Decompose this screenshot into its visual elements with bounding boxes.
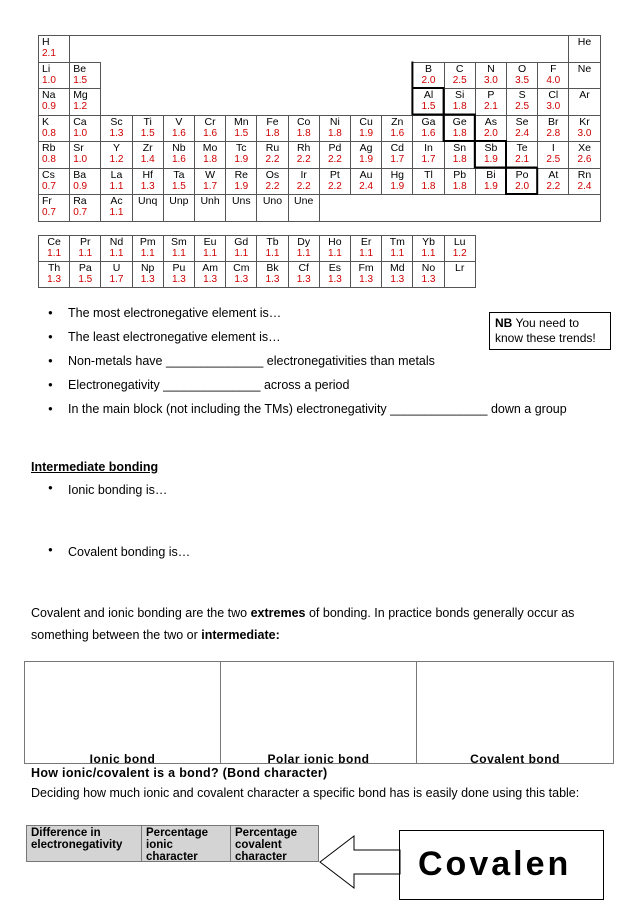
electronegativity-value: 2.1: [483, 101, 498, 112]
element-symbol: Ir: [300, 168, 307, 181]
element-symbol: F: [550, 62, 557, 75]
element-symbol: As: [484, 115, 498, 128]
electronegativity-value: 1.6: [203, 127, 218, 139]
electronegativity-value: 1.1: [78, 248, 93, 259]
element-symbol: Cs: [42, 168, 55, 181]
electronegativity-value: 3.5: [515, 74, 530, 86]
element-symbol: Ba: [73, 168, 87, 181]
element-symbol: Cf: [298, 262, 309, 274]
difference-table: [26, 825, 319, 862]
electronegativity-value: 2.5: [515, 101, 530, 112]
electronegativity-value: 1.5: [234, 127, 249, 139]
element-cell-nd: [100, 235, 132, 262]
element-cell-pa: [69, 261, 101, 288]
electronegativity-value: 1.2: [452, 248, 467, 259]
electronegativity-value: 1.3: [296, 274, 311, 285]
electronegativity-value: 1.6: [421, 127, 436, 139]
element-symbol: La: [110, 168, 123, 181]
electronegativity-value: 1.6: [171, 154, 186, 165]
element-cell-eu: [194, 235, 226, 262]
electronegativity-value: 1.3: [140, 180, 155, 192]
electronegativity-value: 1.0: [42, 74, 56, 86]
periodic-table: [38, 35, 600, 223]
electronegativity-value: 1.9: [234, 154, 249, 165]
element-symbol: Xe: [578, 142, 591, 154]
element-symbol: Ne: [577, 62, 592, 75]
electronegativity-value: 1.8: [327, 127, 342, 139]
electronegativity-value: 2.1: [515, 154, 530, 165]
element-symbol: Ho: [328, 236, 342, 248]
electronegativity-value: 1.3: [234, 274, 249, 285]
electronegativity-value: 1.3: [171, 274, 186, 285]
electronegativity-value: 1.1: [234, 248, 249, 259]
bond-label: Covalent bond: [470, 752, 560, 766]
element-symbol: B: [424, 62, 432, 75]
electronegativity-value: 3.0: [483, 74, 498, 86]
element-symbol: Po: [515, 168, 529, 181]
element-symbol: Zr: [142, 142, 153, 154]
element-cell-tm: [381, 235, 413, 262]
element-cell-pm: [132, 235, 164, 262]
electronegativity-value: 1.1: [109, 207, 124, 218]
electronegativity-value: 1.1: [421, 248, 436, 259]
element-symbol: Fr: [42, 195, 52, 207]
bond-character-text: Deciding how much ionic and covalent character a specific bond has is easily done using this table:: [31, 786, 580, 800]
element-cell-ho: [319, 235, 351, 262]
nb-note-box: [489, 312, 611, 350]
element-symbol: Lu: [453, 236, 466, 248]
element-symbol: Br: [548, 115, 559, 128]
element-symbol: He: [577, 36, 592, 48]
element-cell-pr: [69, 235, 101, 262]
element-symbol: H: [42, 36, 50, 48]
element-symbol: V: [175, 115, 183, 128]
element-symbol: Une: [294, 195, 314, 207]
element-symbol: Bk: [266, 262, 279, 274]
element-cell-es: [319, 261, 351, 288]
element-cell-np: [132, 261, 164, 288]
element-symbol: Li: [42, 62, 51, 75]
element-cell-sm: [163, 235, 195, 262]
element-symbol: Te: [516, 142, 528, 154]
electronegativity-value: 1.8: [452, 180, 467, 192]
element-symbol: Tb: [266, 236, 279, 248]
electronegativity-value: 2.2: [265, 154, 280, 165]
element-symbol: Sm: [171, 236, 187, 248]
electronegativity-value: 1.5: [140, 127, 155, 139]
electronegativity-value: 1.3: [109, 127, 124, 139]
electronegativity-value: 2.4: [577, 180, 592, 192]
element-symbol: S: [518, 89, 526, 101]
electronegativity-value: 1.6: [390, 127, 405, 139]
element-cell-gd: [225, 235, 257, 262]
element-symbol: Th: [47, 262, 61, 274]
element-symbol: Yb: [422, 236, 435, 248]
element-cell-fm: [350, 261, 382, 288]
list-item: ● Non-metals have ______________ electronegativities than metals: [48, 353, 567, 377]
electronegativity-value: 1.3: [140, 274, 155, 285]
electronegativity-value: 1.0: [73, 154, 88, 165]
element-symbol: Unh: [200, 195, 220, 207]
nb-label: NB: [495, 316, 513, 330]
element-symbol: Ce: [47, 236, 61, 248]
electronegativity-value: 1.5: [78, 274, 93, 285]
electronegativity-value: 2.0: [515, 180, 530, 192]
para-text: Covalent and ionic bonding are the two: [31, 606, 251, 620]
element-symbol: Hf: [142, 168, 153, 181]
element-symbol: Cd: [390, 142, 404, 154]
element-symbol: Gd: [234, 236, 249, 248]
electronegativity-value: 1.8: [296, 127, 311, 139]
element-symbol: Tl: [424, 168, 433, 181]
bond-character-heading: How ionic/covalent is a bond? (Bond character): [31, 766, 328, 780]
metalloid-staircase-line: [38, 35, 602, 223]
element-symbol: Md: [389, 262, 405, 274]
element-symbol: Mg: [73, 89, 88, 101]
element-symbol: Cm: [233, 262, 250, 274]
element-symbol: Lr: [455, 262, 465, 274]
element-symbol: Y: [112, 142, 120, 154]
element-symbol: Tm: [389, 236, 405, 248]
element-symbol: Sb: [484, 142, 498, 154]
electronegativity-value: 0.9: [73, 180, 88, 192]
element-symbol: Kr: [579, 115, 590, 128]
element-symbol: Unq: [138, 195, 158, 207]
electronegativity-value: 0.8: [42, 154, 56, 165]
intermediate-paragraph: [31, 602, 611, 646]
element-symbol: Ni: [329, 115, 340, 128]
electronegativity-value: 2.0: [421, 74, 436, 86]
element-symbol: Mo: [202, 142, 218, 154]
element-symbol: Ga: [421, 115, 436, 128]
para-text: of bonding. In practice bonds generally occur as something between the two or: [31, 606, 575, 642]
element-symbol: Cr: [204, 115, 216, 128]
electronegativity-value: 2.1: [42, 48, 56, 59]
element-symbol: Ru: [265, 142, 280, 154]
electronegativity-value: 2.5: [452, 74, 467, 86]
electronegativity-value: 1.9: [234, 180, 249, 192]
element-symbol: Ta: [173, 168, 185, 181]
header-difference: Difference in electronegativity: [27, 826, 142, 861]
electronegativity-value: 2.2: [327, 180, 342, 192]
bond-type-table: [24, 661, 614, 764]
electronegativity-value: 2.6: [577, 154, 592, 165]
electronegativity-value: 1.8: [203, 154, 218, 165]
ionic-bonding-prompt: ● Ionic bonding is…: [48, 483, 167, 497]
element-symbol: Pt: [329, 168, 340, 181]
element-symbol: Si: [455, 89, 465, 101]
electronegativity-value: 2.5: [546, 154, 561, 165]
element-symbol: In: [424, 142, 433, 154]
element-symbol: Np: [140, 262, 155, 274]
covalent-bonding-prompt: ● Covalent bonding is…: [48, 545, 190, 559]
element-cell-th: [38, 261, 70, 288]
electronegativity-value: 1.5: [421, 101, 436, 112]
covalent-callout-box: Covalen: [399, 830, 604, 900]
element-cell-u: [100, 261, 132, 288]
electronegativity-value: 1.5: [171, 180, 186, 192]
electronegativity-value: 1.9: [359, 154, 374, 165]
electronegativity-value: 1.1: [109, 180, 124, 192]
electronegativity-value: 1.4: [140, 154, 155, 165]
electronegativity-value: 2.2: [265, 180, 280, 192]
electronegativity-value: 1.8: [452, 154, 467, 165]
element-symbol: Co: [296, 115, 311, 128]
electronegativity-value: 1.1: [171, 248, 186, 259]
element-symbol: I: [551, 142, 555, 154]
element-cell-am: [194, 261, 226, 288]
electronegativity-value: 2.2: [296, 180, 311, 192]
bond-label: Polar ionic bond: [267, 752, 370, 766]
element-cell-cf: [288, 261, 320, 288]
electronegativity-value: 1.6: [171, 127, 186, 139]
electronegativity-value: 1.3: [47, 274, 62, 285]
electronegativity-value: 1.7: [109, 274, 124, 285]
element-symbol: Re: [234, 168, 248, 181]
electronegativity-value: 0.7: [42, 207, 56, 218]
polar-ionic-bond-cell: [221, 662, 417, 766]
bond-label: Ionic bond: [89, 752, 156, 766]
intermediate-bonding-heading: Intermediate bonding: [31, 460, 159, 474]
element-symbol: Hg: [390, 168, 404, 181]
electronegativity-value: 1.0: [73, 127, 88, 139]
left-arrow-icon: [318, 828, 402, 890]
element-symbol: Bi: [486, 168, 496, 181]
element-symbol: Ca: [73, 115, 87, 128]
element-symbol: Na: [42, 89, 56, 101]
electronegativity-value: 3.0: [546, 101, 561, 112]
electronegativity-value: 1.8: [452, 101, 467, 112]
element-cell-yb: [412, 235, 444, 262]
element-symbol: Tc: [236, 142, 247, 154]
electronegativity-value: 3.0: [577, 127, 592, 139]
element-symbol: Be: [73, 62, 87, 75]
element-symbol: Pb: [453, 168, 467, 181]
element-symbol: W: [205, 168, 216, 181]
element-symbol: Unp: [169, 195, 189, 207]
element-symbol: U: [112, 262, 121, 274]
element-symbol: C: [455, 62, 464, 75]
electronegativity-value: 1.2: [109, 154, 124, 165]
electronegativity-value: 0.7: [42, 180, 56, 192]
electronegativity-value: 2.4: [515, 127, 530, 139]
covalent-bond-cell: [417, 662, 613, 766]
list-item: ● In the main block (not including the TMs) electronegativity ______________ down a group: [48, 401, 567, 425]
electronegativity-value: 1.3: [390, 274, 405, 285]
header-covalent-percentage: Percentage covalent character: [235, 827, 298, 863]
electronegativity-value: 1.1: [327, 248, 342, 259]
element-symbol: Pu: [172, 262, 186, 274]
electronegativity-value: 1.3: [359, 274, 374, 285]
para-bold-extremes: extremes: [250, 606, 306, 620]
electronegativity-value: 2.4: [359, 180, 374, 192]
electronegativity-value: 1.1: [390, 248, 405, 259]
electronegativity-value: 1.1: [47, 248, 62, 259]
lanthanide-actinide-table: [38, 235, 600, 287]
electronegativity-value: 1.7: [421, 154, 436, 165]
list-item: ● The least electronegative element is…: [48, 329, 567, 353]
element-symbol: Ra: [73, 195, 87, 207]
element-symbol: Cl: [548, 89, 559, 101]
electronegativity-value: 2.0: [483, 127, 498, 139]
element-symbol: Rb: [42, 142, 56, 154]
electronegativity-value: 1.3: [203, 274, 218, 285]
electronegativity-value: 1.9: [483, 180, 498, 192]
element-symbol: Nd: [109, 236, 124, 248]
electronegativity-value: 1.9: [390, 180, 405, 192]
element-cell-pu: [163, 261, 195, 288]
electronegativity-value: 1.5: [73, 74, 88, 86]
element-symbol: At: [548, 168, 559, 181]
element-symbol: Ar: [579, 89, 590, 101]
element-symbol: Al: [423, 89, 434, 101]
element-symbol: Sc: [110, 115, 123, 128]
element-symbol: Fm: [358, 262, 374, 274]
electronegativity-value: 1.9: [483, 154, 498, 165]
electronegativity-value: 1.3: [265, 274, 280, 285]
electronegativity-value: 1.7: [203, 180, 218, 192]
element-symbol: Ti: [143, 115, 152, 128]
electronegativity-value: 2.2: [546, 180, 561, 192]
element-cell-ce: [38, 235, 70, 262]
list-item: ● Electronegativity ______________ across a period: [48, 377, 567, 401]
element-symbol: Sr: [73, 142, 84, 154]
electronegativity-value: 0.9: [42, 101, 56, 112]
element-symbol: Pm: [139, 236, 156, 248]
element-symbol: Pa: [78, 262, 92, 274]
element-symbol: Pd: [328, 142, 342, 154]
electronegativity-value: 1.9: [359, 127, 374, 139]
element-symbol: Ge: [452, 115, 467, 128]
electronegativity-value: 1.8: [421, 180, 436, 192]
element-symbol: Uns: [231, 195, 251, 207]
ionic-bond-cell: [25, 662, 221, 766]
element-symbol: Rh: [296, 142, 311, 154]
para-bold-intermediate: intermediate:: [201, 628, 280, 642]
element-cell-no: [412, 261, 444, 288]
electronegativity-value: 1.1: [359, 248, 374, 259]
element-symbol: Os: [265, 168, 280, 181]
element-symbol: Au: [359, 168, 373, 181]
electronegativity-value: 1.2: [73, 101, 88, 112]
element-cell-cm: [225, 261, 257, 288]
element-symbol: Fe: [266, 115, 279, 128]
element-symbol: No: [421, 262, 436, 274]
electronegativity-value: 1.1: [296, 248, 311, 259]
element-symbol: Ag: [359, 142, 373, 154]
electronegativity-value: 1.3: [327, 274, 342, 285]
element-cell-dy: [288, 235, 320, 262]
electronegativity-value: 2.2: [296, 154, 311, 165]
element-symbol: Cu: [359, 115, 373, 128]
element-symbol: Dy: [297, 236, 311, 248]
element-symbol: Mn: [233, 115, 249, 128]
element-symbol: Ac: [110, 195, 123, 207]
element-symbol: P: [487, 89, 495, 101]
element-symbol: N: [487, 62, 495, 75]
electronegativity-value: 1.1: [265, 248, 280, 259]
element-symbol: K: [42, 115, 50, 128]
electronegativity-value: 2.8: [546, 127, 561, 139]
element-symbol: Am: [202, 262, 218, 274]
element-cell-er: [350, 235, 382, 262]
electronegativity-value: 0.7: [73, 207, 88, 218]
element-symbol: Nb: [172, 142, 186, 154]
element-symbol: Eu: [203, 236, 217, 248]
element-cell-lu: [444, 235, 476, 262]
element-symbol: Er: [360, 236, 372, 248]
element-cell-tb: [256, 235, 288, 262]
element-cell-bk: [256, 261, 288, 288]
electronegativity-value: 4.0: [546, 74, 561, 86]
element-symbol: Sn: [453, 142, 467, 154]
nb-text: You need to know these trends!: [495, 316, 596, 345]
electronegativity-value: 1.3: [421, 274, 436, 285]
electronegativity-value: 1.1: [109, 248, 124, 259]
element-cell-md: [381, 261, 413, 288]
element-symbol: Se: [515, 115, 529, 128]
electronegativity-value: 2.2: [327, 154, 342, 165]
header-ionic-percentage: Percentage ionic character: [142, 826, 231, 861]
element-symbol: Rn: [577, 168, 592, 181]
list-item: ● The most electronegative element is…: [48, 305, 567, 329]
electronegativity-value: 1.8: [265, 127, 280, 139]
element-symbol: O: [518, 62, 527, 75]
electronegativity-value: 1.7: [390, 154, 405, 165]
element-symbol: Es: [328, 262, 342, 274]
electronegativity-value: 1.1: [203, 248, 218, 259]
electronegativity-value: 1.8: [452, 127, 467, 139]
element-symbol: Uno: [262, 195, 283, 207]
electronegativity-value: 0.8: [42, 127, 56, 139]
element-symbol: Pr: [80, 236, 91, 248]
electronegativity-value: 1.1: [140, 248, 155, 259]
element-symbol: Zn: [391, 115, 404, 128]
element-cell-lr: [444, 261, 476, 288]
